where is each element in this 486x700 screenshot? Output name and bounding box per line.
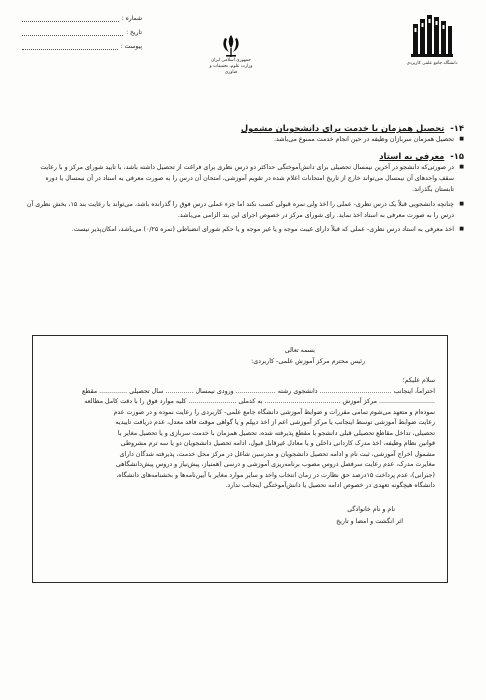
- section-15-number: ۱۵-: [450, 151, 464, 161]
- form-line-7: مشمول اخراج آموزشی، ثبت نام و ادامه تحصیل دانشجویان و مدرسین شاغل در مرکز محل خدمت، پذیرفته شدگان دارای: [119, 450, 435, 458]
- form-sign-name: نام و نام خانوادگی: [347, 505, 395, 513]
- ref-number-line: [22, 15, 119, 22]
- form-line-10: دانشگاه هیچگونه تعهدی در خصوص ادامه تحصیل یا دانش‌آموختگی اینجانب ندارد.: [225, 482, 435, 489]
- ref-date-line: [22, 29, 123, 36]
- ministry-line-2: وزارت علوم، تحقیقات و فناوری: [209, 64, 253, 75]
- section-15-title: [24, 150, 464, 162]
- form-salutation: بسمه تعالی: [284, 347, 315, 354]
- section-15-bullet-3: ■ اخذ معرفی به استاد درس نظری- عملی که قبلاً دارای غیبت موجه و یا غیر موجه و یا حکم شورای انضباطی (نمره ۰/۲۵) می‌باشد، امکان‌پذیر نیست.: [24, 224, 464, 235]
- section-14-number: ۱۴-: [450, 123, 464, 133]
- form-line-5: تحصیلی، تداخل مقاطع تحصیلی قبلی دانشجو با مقطع پذیرفته شده، تحصیل همزمان با خدمت سربازی و یا تحصیل مغایر با: [117, 429, 435, 437]
- form-line-1: احتراماً، اینجانب .................................... دانشجوی رشته .................... ورودی نیمسال .............. سال تحصیلی .............. مقطع: [82, 387, 435, 395]
- ref-date-label: تاریخ :: [126, 29, 142, 36]
- form-line-9: (جبرانی)، عدم پرداخت ۱۵درصد حق نظارت در زمان انتخاب واحد و سایر موارد مغایر با آیین‌نامه‌ها و بخشنامه‌های دانشگاه،: [116, 471, 435, 479]
- ref-attachment-line: [22, 43, 118, 50]
- ref-date-row: [22, 26, 142, 36]
- ministry-name: [206, 58, 256, 76]
- form-line-8: مغایرت مدرک، عدم رعایت سرفصل دروس مصوب برنامه‌ریزی آموزشی و درسی (همنیاز، پیش‌نیاز و دروس پیش‌دانشگاهی: [116, 461, 435, 468]
- reference-fields: [22, 12, 142, 54]
- form-line-3: نموده‌ام و متعهد می‌شوم تمامی مقررات و ضوابط آموزشی دانشگاه جامع علمی- کاربردی را رعایت نموده و در صورت عدم: [113, 408, 435, 416]
- section-15-bullet-2: ■ چنانچه دانشجویی قبلاً یک درس نظری- عملی را اخذ ولی نمره قبولی کسب نکند اما جزء عملی درس فوق را گذرانده باشد، می‌تواند با رعایت بند ۱۵، بخش نظری آن درس را به صورت معرفی به استاد اخذ نماید. رای شورای مرکز در خصوص اجرای این بند الزامی می‌باشد.: [24, 199, 464, 221]
- commitment-form: [32, 335, 448, 583]
- section-14-heading: تحصیل همزمان با خدمت برای دانشجویان مشمول: [240, 123, 445, 133]
- university-logo-icon: [410, 14, 454, 60]
- form-sign-fingerprint: اثر انگشت و امضا و تاریخ: [336, 517, 403, 525]
- form-line-6: قوانین نظام وظیفه، اخذ مدرک کاردانی داخلی و یا معادل غیرقابل قبول، ادامه تحصیل دانشجویان دو یا سه ترم مشروطی: [120, 440, 435, 447]
- ref-attachment-label: پیوست :: [120, 43, 142, 50]
- ministry-line-1: جمهوری اسلامی ایران: [211, 58, 251, 63]
- university-logo: [404, 14, 460, 66]
- university-name: دانشگاه جامع علمی کاربردی: [406, 61, 458, 66]
- ref-attachment-row: [22, 40, 142, 50]
- section-15-bullet-1: ■ در صورتی‌که دانشجو در آخرین نیمسال تحصیلی برای دانش‌آموختگی حداکثر دو درس نظری برای فراغت از تحصیل داشته باشد، با تایید شورای مرکز و با رعایت سقف واحدهای آن نیمسال می‌تواند خارج از تاریخ امتحانات اعلام شده در تقویم آموزشی، امتحان آن درس را به صورت معرفی به استاد در آن نیمسال یا دوره تابستان بگذراند.: [24, 162, 464, 196]
- section-15-heading: معرفی به استاد: [379, 151, 445, 161]
- ref-number-label: شماره :: [121, 15, 142, 22]
- section-15: [24, 150, 464, 235]
- form-line-2: ............................ مرکز آموزش ...................................... به کدملی ........................ کلیه موارد فوق را با دقت کامل مطالعه: [84, 398, 435, 405]
- form-line-4: رعایت ضوابط آموزشی توسط اینجانب یا مرکز آموزشی اعم از اخذ دیپلم و یا گواهی موقت فاقد معدل، عدم دریافت تاییدیه: [115, 419, 435, 426]
- form-greeting: سلام علیکم؛: [402, 377, 435, 384]
- section-14-title: [24, 122, 464, 134]
- section-14: [24, 122, 464, 145]
- form-addressee: رئیس محترم مرکز آموزش علمی- کاربردی:: [251, 357, 365, 365]
- section-14-bullet-1: ■ تحصیل همزمان سربازان وظیفه در حین انجام خدمت ممنوع می‌باشد.: [24, 134, 464, 145]
- iran-emblem: [206, 34, 256, 76]
- iran-emblem-icon: [220, 34, 242, 58]
- ref-number-row: [22, 12, 142, 22]
